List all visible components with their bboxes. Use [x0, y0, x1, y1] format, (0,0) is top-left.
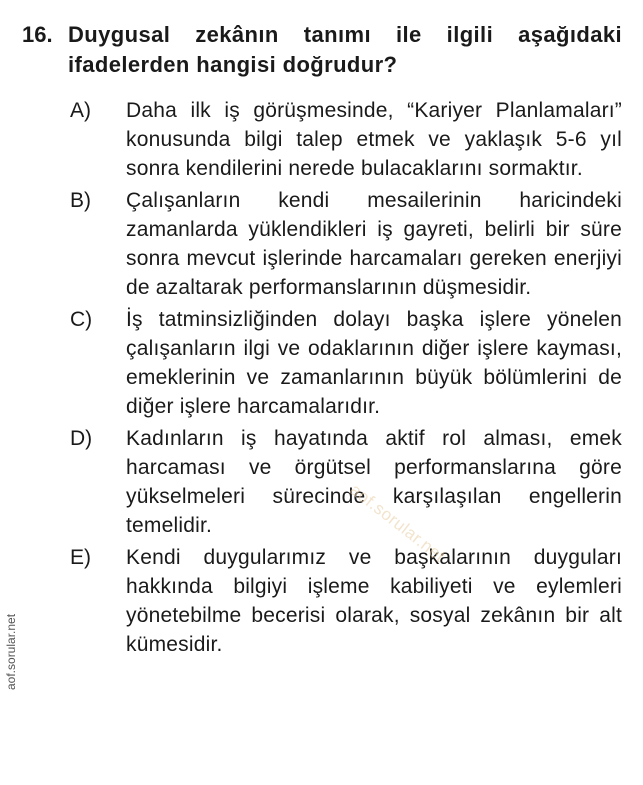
question-block — [22, 20, 622, 662]
option-b-text: Çalışanların kendi mesailerinin haricindeki zamanlarda yüklendikleri iş gayreti, belirli bir süre sonra mevcut işlerinde harcamaları gereken enerjiyi de azaltarak performanslarının düşmesidir. — [126, 189, 622, 299]
question-stem: Duygusal zekânın tanımı ile ilgili aşağıdaki ifadelerden hangisi doğrudur? — [68, 22, 622, 77]
option-e[interactable] — [22, 543, 622, 659]
option-e-text: Kendi duygularımız ve başkalarının duyguları hakkında bilgiyi işleme kabiliyeti ve eylemleri yönetebilme becerisi olarak, sosyal zekânın bir alt kümesidir. — [126, 546, 622, 656]
question-header — [22, 20, 622, 80]
question-number: 16. — [22, 22, 53, 47]
option-d-text: Kadınların iş hayatında aktif rol alması, emek harcaması ve örgütsel performanslarına göre yükselmeleri sürecinde karşılaşılan engellerin temelidir. — [126, 427, 622, 537]
watermark-side: aof.sorular.net — [4, 613, 18, 690]
option-c-letter: C) — [70, 308, 93, 331]
option-a-letter: A) — [70, 99, 91, 122]
option-a-text: Daha ilk iş görüşmesinde, “Kariyer Planlamaları” konusunda bilgi talep etmek ve yaklaşık 5-6 yıl sonra kendilerini nerede bulacaklarını sormaktır. — [126, 99, 622, 180]
option-e-letter: E) — [70, 546, 91, 569]
option-d[interactable] — [22, 424, 622, 540]
option-b[interactable] — [22, 186, 622, 302]
option-d-letter: D) — [70, 427, 93, 450]
answer-options — [22, 96, 622, 659]
option-b-letter: B) — [70, 189, 91, 212]
watermark-center: aof.sorular.net — [346, 480, 449, 566]
option-c-text: İş tatminsizliğinden dolayı başka işlere yönelen çalışanların ilgi ve odaklarının diğer işlere kayması, emeklerinin ve zamanlarının büyük bölümlerini de diğer işlere harcamalarıdır. — [126, 308, 622, 418]
option-c[interactable] — [22, 305, 622, 421]
option-a[interactable] — [22, 96, 622, 183]
